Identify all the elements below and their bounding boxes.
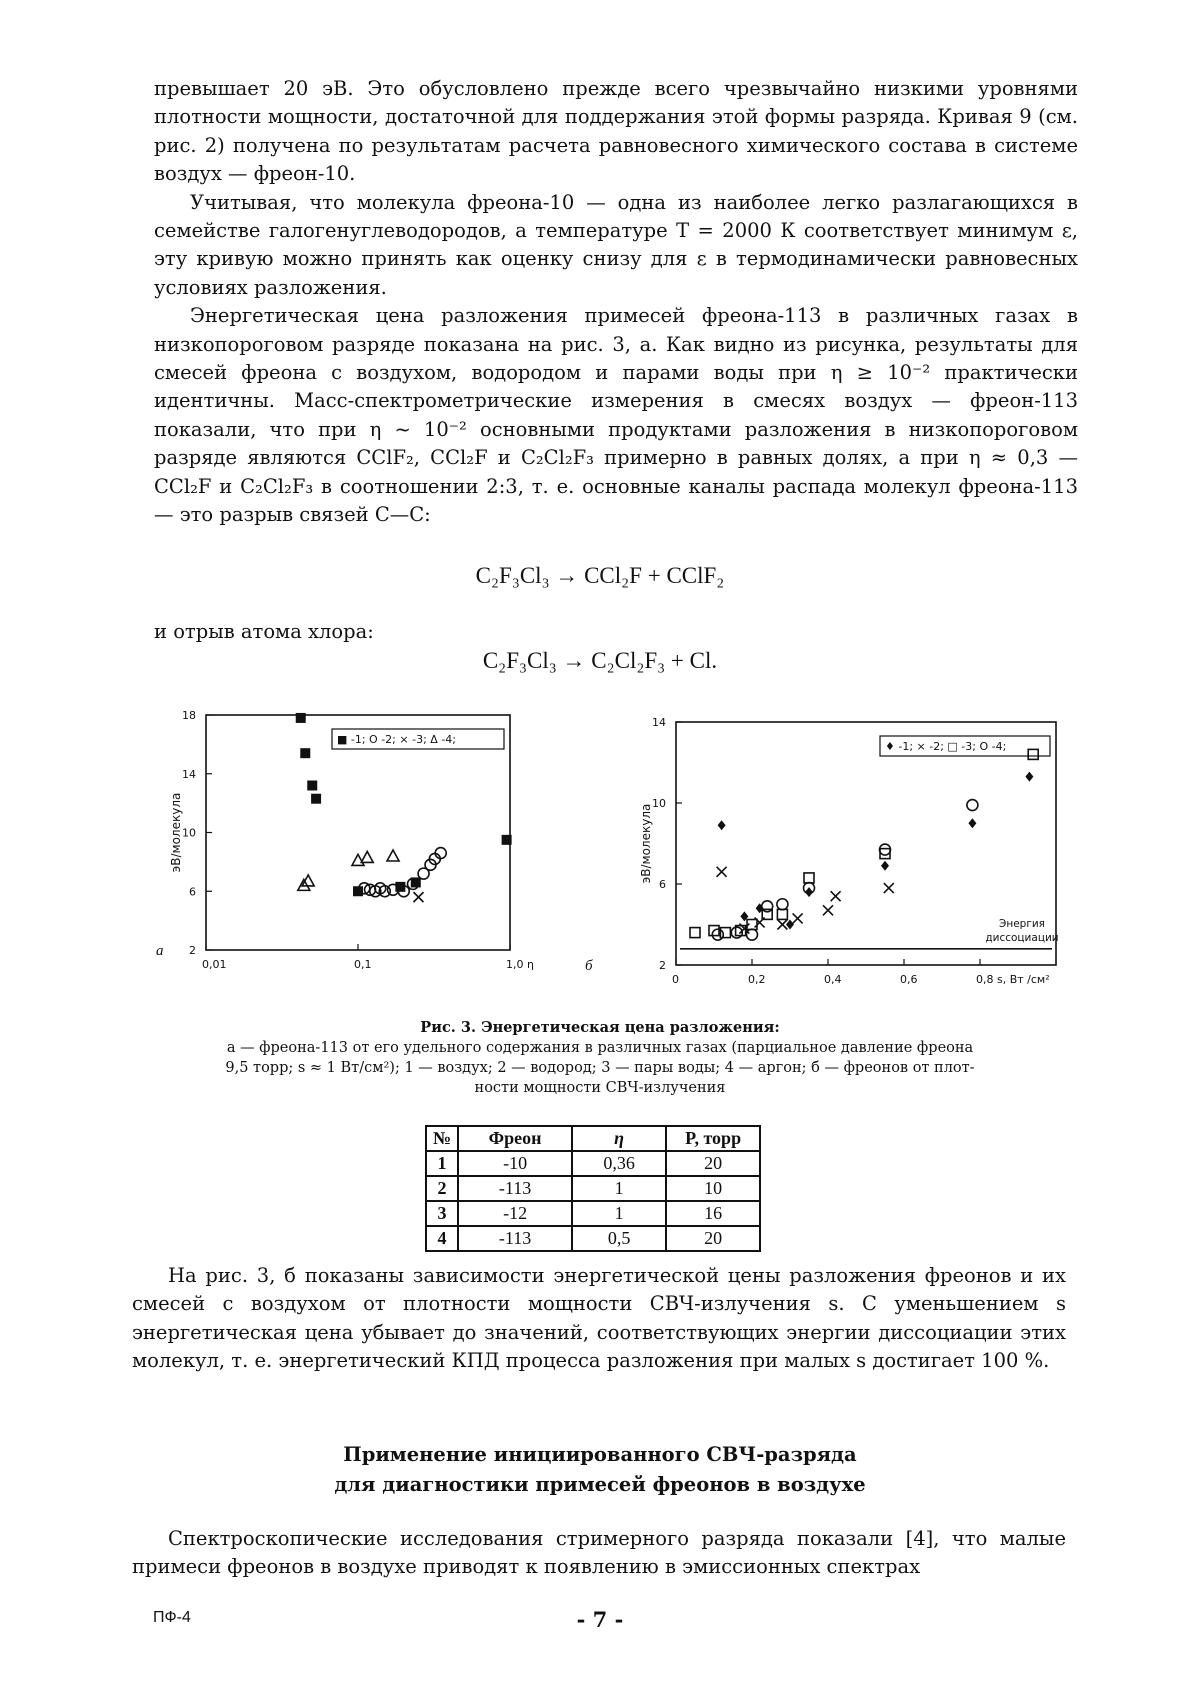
table-cell: 0,36 <box>572 1151 666 1176</box>
table-row <box>426 1201 760 1226</box>
data-point-diamond <box>1025 772 1033 782</box>
body-text-bottom <box>132 1525 1066 1582</box>
data-point-square <box>720 928 730 938</box>
data-point-triangle <box>298 879 310 890</box>
x-tick-label: 0,4 <box>824 973 842 986</box>
figure-caption <box>150 1018 1050 1098</box>
figure-caption-line-2: 9,5 торр; s ≈ 1 Вт/см²); 1 — воздух; 2 — водород; 3 — пары воды; 4 — аргон; б — фреонов от плот- <box>225 1060 975 1076</box>
table-header-cell: η <box>572 1126 666 1151</box>
data-point-square-filled <box>296 713 306 723</box>
data-point-cross <box>823 905 833 915</box>
section-heading-line-2: для диагностики примесей фреонов в воздухе <box>334 1473 866 1496</box>
paragraph-bottom: Спектроскопические исследования стримерного разряда показали [4], что малые примеси фреонов в воздухе приводят к появлению в эмиссионных спектрах <box>132 1527 1066 1579</box>
panel-letter-b: б <box>585 958 593 974</box>
formula-2: C₂F₃Cl₃ → C₂Cl₂F₃ + Cl. <box>482 648 718 673</box>
table-header-cell: Фреон <box>458 1126 572 1151</box>
data-point-diamond <box>968 818 976 828</box>
data-point-circle <box>712 929 723 940</box>
x-tick-label: 1,0 η <box>506 958 534 971</box>
data-point-circle <box>967 800 978 811</box>
paragraph-2: Учитывая, что молекула фреона-10 — одна из наиболее легко разлагающихся в семействе галогенуглеводородов, а температуре T = 2000 К соответствует минимум ε, эту кривую можно принять как оценку снизу для ε в термодинамически равновесных условиях разложения. <box>154 190 1078 299</box>
table-cell: 20 <box>666 1151 760 1176</box>
table-cell: 4 <box>426 1226 458 1251</box>
data-point-square <box>804 873 814 883</box>
chart-b <box>590 710 1090 1010</box>
table-cell: -12 <box>458 1201 572 1226</box>
data-point-cross <box>831 891 841 901</box>
data-point-square <box>690 928 700 938</box>
table-cell: 16 <box>666 1201 760 1226</box>
y-tick-label: 14 <box>652 716 666 729</box>
y-axis-label: эВ/молекула <box>169 792 183 873</box>
y-tick-label: 18 <box>182 709 196 722</box>
table-header-cell: № <box>426 1126 458 1151</box>
body-text-after-table <box>132 1262 1066 1376</box>
legend-text: ♦ -1; × -2; □ -3; O -4; <box>885 740 1007 753</box>
table-cell: -113 <box>458 1226 572 1251</box>
table-cell: 2 <box>426 1176 458 1201</box>
x-tick-label: 0,01 <box>202 958 227 971</box>
table-cell: 3 <box>426 1201 458 1226</box>
x-tick-label: 0,8 s, Вт /см² <box>976 973 1050 986</box>
formula-label: и отрыв атома хлора: <box>154 620 374 643</box>
y-tick-label: 10 <box>182 826 196 840</box>
table-cell: 1 <box>572 1176 666 1201</box>
table-header-cell: P, торр <box>666 1126 760 1151</box>
formula-1: C₂F₃Cl₃ → CCl₂F + CClF₂ <box>475 563 725 588</box>
section-heading <box>0 1440 1200 1500</box>
table-cell: -113 <box>458 1176 572 1201</box>
y-tick-label: 6 <box>659 878 666 891</box>
data-point-triangle <box>361 851 373 862</box>
body-text-top <box>154 75 1078 530</box>
figure-caption-title: Рис. 3. Энергетическая цена разложения: <box>420 1019 780 1036</box>
table-cell: 20 <box>666 1226 760 1251</box>
table-row <box>426 1226 760 1251</box>
panel-letter-a: а <box>156 943 164 959</box>
data-point-cross <box>777 920 787 930</box>
paragraph-3: Энергетическая цена разложения примесей фреона-113 в различных газах в низкопороговом разряде показана на рис. 3, а. Как видно из рисунка, результаты для смесей фреона с воздухом, водородом и парами воды при η ≥ 10⁻² практически идентичны. Масс-спектрометрические измерения в смесях воздух — фреон-113 показали, что при η ~ 10⁻² основными продуктами разложения в низкопороговом разряде являются CClF₂, CCl₂F и C₂Cl₂F₃ примерно в равных долях, а при η ≈ 0,3 — CCl₂F и C₂Cl₂F₃ в соотношении 2:3, т. е. основные каналы распада молекул фреона-113 — это разрыв связей С—С: <box>154 304 1078 527</box>
data-point-circle <box>747 929 758 940</box>
chart-b-svg <box>590 710 1090 1010</box>
paragraph-after-table: На рис. 3, б показаны зависимости энергетической цены разложения фреонов и их смесей с воздухом от плотности мощности СВЧ-излучения s. С уменьшением s энергетическая цена убывает до значений, соответствующих энергии диссоциации этих молекул, т. е. энергетический КПД процесса разложения при малых s достигает 100 %. <box>132 1264 1066 1373</box>
y-tick-label: 6 <box>189 885 196 899</box>
data-point-diamond <box>881 861 889 871</box>
x-tick-label: 0,2 <box>748 973 766 986</box>
figure-caption-line-3: ности мощности СВЧ-излучения <box>474 1080 726 1096</box>
data-point-square-filled <box>300 748 310 758</box>
data-point-triangle <box>387 850 399 861</box>
table-cell: 10 <box>666 1176 760 1201</box>
table-row <box>426 1151 760 1176</box>
table-cell: 1 <box>572 1201 666 1226</box>
data-point-cross <box>413 892 423 902</box>
chart-a-svg <box>150 705 534 990</box>
footer-code: ПФ-4 <box>153 1609 191 1626</box>
page-number: - 7 - <box>576 1607 624 1632</box>
y-tick-label: 14 <box>182 767 196 781</box>
table-cell: 1 <box>426 1151 458 1176</box>
data-point-circle <box>777 899 788 910</box>
table-cell: -10 <box>458 1151 572 1176</box>
table-row <box>426 1176 760 1201</box>
data-point-square-filled <box>353 886 363 896</box>
data-point-diamond <box>718 820 726 830</box>
annotation-label: Энергия <box>999 917 1045 930</box>
x-tick-label: 0,6 <box>900 973 918 986</box>
y-tick-label: 10 <box>652 797 666 810</box>
data-point-cross <box>793 913 803 923</box>
data-point-diamond <box>786 920 794 930</box>
plot-frame <box>206 715 510 950</box>
data-point-square-filled <box>311 794 321 804</box>
chart-a <box>150 705 534 990</box>
data-point-square-filled <box>502 835 512 845</box>
paragraph-1: превышает 20 эВ. Это обусловлено прежде всего чрезвычайно низкими уровнями плотности мощности, достаточной для поддержания этой формы разряда. Кривая 9 (см. рис. 2) получена по результатам расчета равновесного химического состава в системе воздух — фреон-10. <box>154 77 1078 186</box>
x-tick-label: 0,1 <box>354 958 372 971</box>
data-point-cross <box>717 867 727 877</box>
data-point-square <box>777 909 787 919</box>
data-point-square-filled <box>307 781 317 791</box>
table-header-row <box>426 1126 760 1151</box>
table-cell: 0,5 <box>572 1226 666 1251</box>
section-heading-line-1: Применение инициированного СВЧ-разряда <box>343 1443 857 1466</box>
data-point-cross <box>884 883 894 893</box>
annotation-label: диссоциации <box>985 931 1059 944</box>
x-tick-label: 0 <box>672 973 679 986</box>
figure-caption-line-1: а — фреона-113 от его удельного содержания в различных газах (парциальное давление фреона <box>226 1040 974 1056</box>
data-point-circle <box>880 844 891 855</box>
legend-text: ■ -1; O -2; × -3; Δ -4; <box>337 733 456 746</box>
y-axis-label: эВ/молекула <box>639 803 653 884</box>
freon-table <box>425 1125 761 1252</box>
y-tick-label: 2 <box>189 944 196 957</box>
y-tick-label: 2 <box>659 959 666 972</box>
